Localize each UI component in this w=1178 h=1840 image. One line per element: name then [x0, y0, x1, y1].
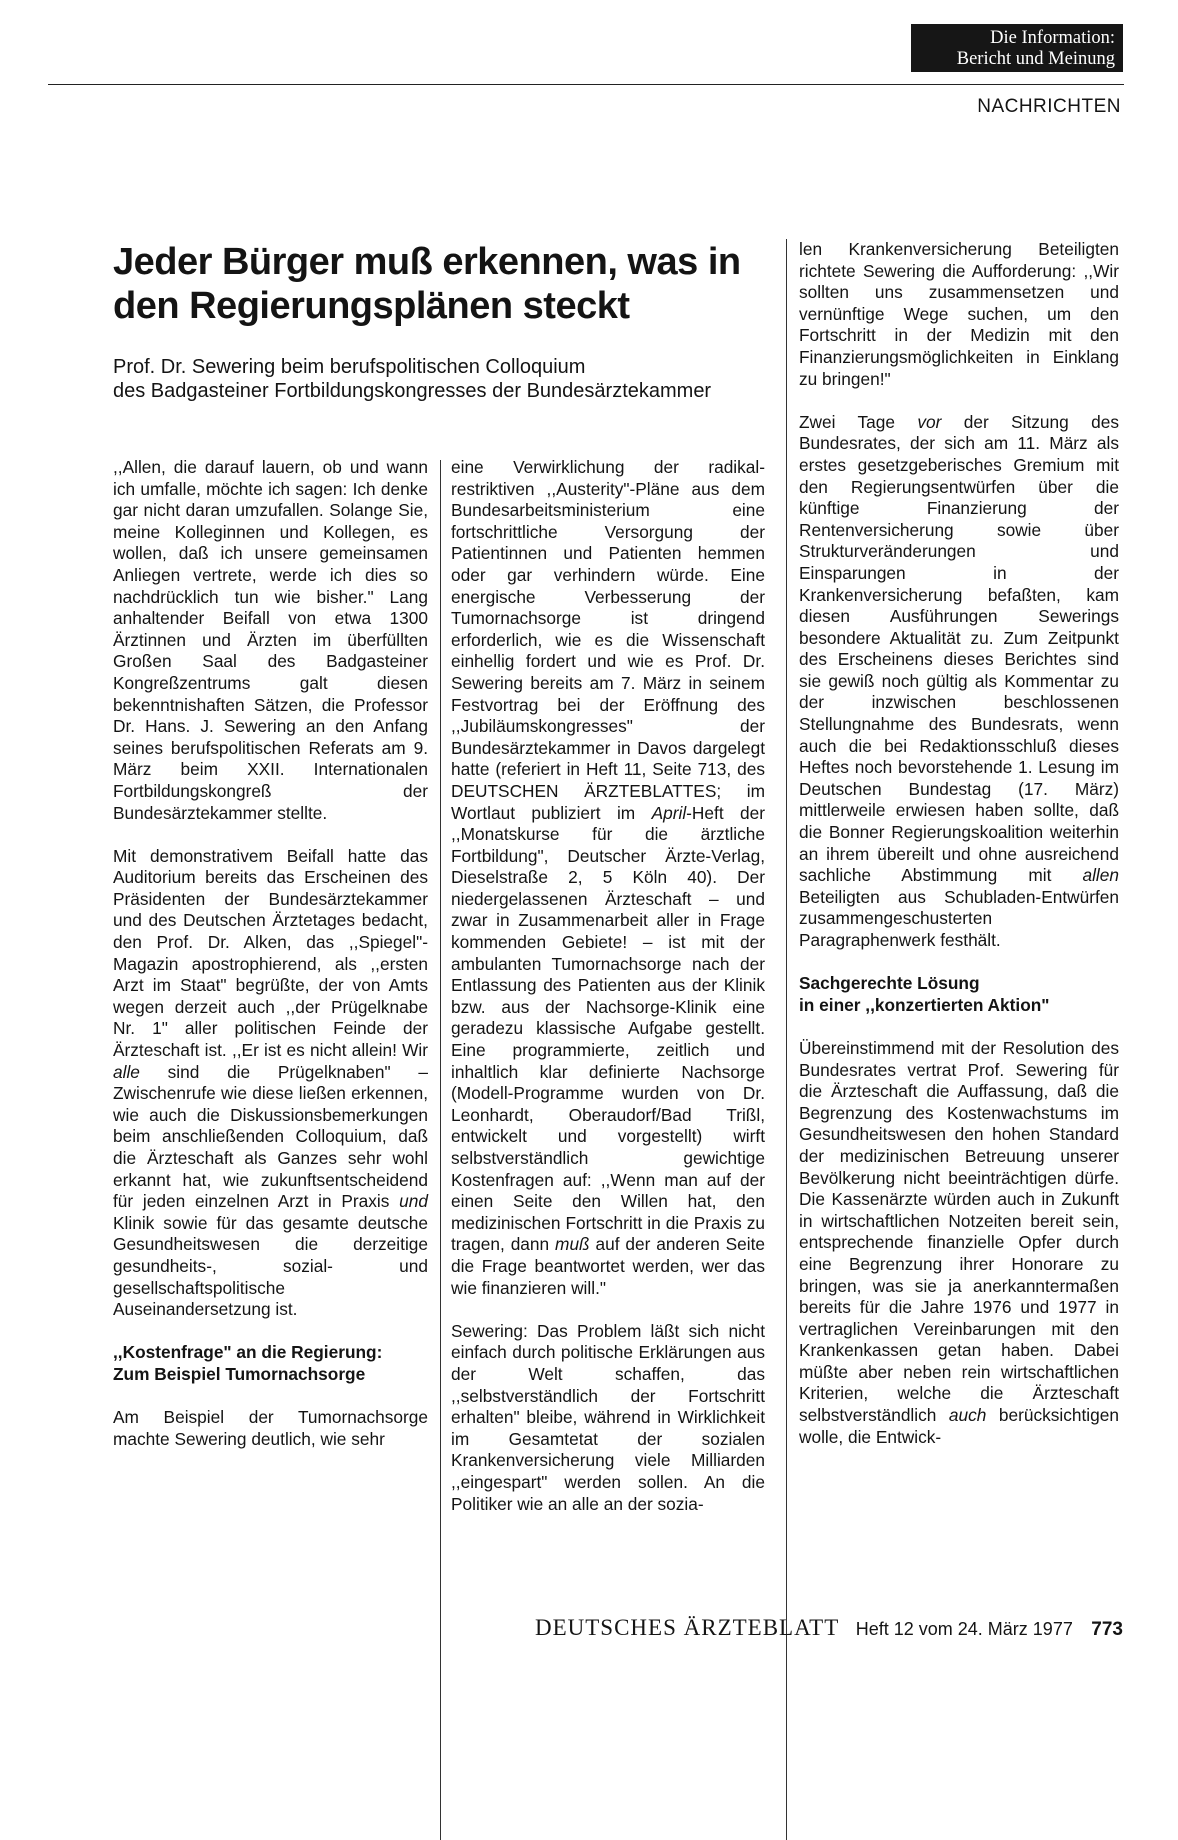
col1-p2-emphasis-1: alle: [113, 1061, 140, 1082]
col3-paragraph-3: [799, 1038, 1119, 1448]
col2-p1-emphasis-1: April: [651, 802, 687, 823]
col1-paragraph-3: Am Beispiel der Tumornachsorge machte Sewering deutlich, wie sehr: [113, 1407, 428, 1449]
column-2: [451, 457, 765, 1537]
column-divider-2: [786, 239, 787, 1840]
section-tag-line2: Bericht und Meinung: [956, 49, 1115, 69]
col2-paragraph-1: [451, 457, 765, 1299]
col1-p2-text-b: sind die Prügelknaben" – Zwischenrufe wie diese ließen erkennen, wie auch die Diskussionsbemerkungen beim anschließenden Colloquium, daß die Ärzteschaft als Ganzes sehr wohl erkannt hat, wie zukunftsentscheidend für jeden einzelnen Arzt in Praxis: [113, 1061, 428, 1212]
col3-paragraph-2: [799, 412, 1119, 952]
section-tag-line1: Die Information:: [990, 28, 1115, 48]
col3-subheading-line1: Sachgerechte Lösung: [799, 973, 980, 994]
col1-p2-text-c: Klinik sowie für das gesamte deutsche Gesundheitswesen die derzeitige gesundheits-, sozial- und gesellschaftspolitische Auseinandersetzung ist.: [113, 1212, 428, 1320]
col1-subheading-line1: ,,Kostenfrage" an die Regierung:: [113, 1342, 383, 1363]
col3-subheading-line2: in einer ,,konzertierten Aktion": [799, 994, 1050, 1015]
col1-paragraph-1: ,,Allen, die darauf lauern, ob und wann ich umfalle, möchte ich sagen: Ich denke gar nicht daran umzufallen. Solange Sie, meine Kolleginnen und Kollegen, es wollen, daß ich unsere gemeinsamen Anliegen vertrete, werde ich dies so nachdrücklich tun wie bisher." Lang anhaltender Beifall von etwa 1300 Ärztinnen und Ärzten im überfüllten Großen Saal des Badgasteiner Kongreßzentrums galt diesen bekenntnishaften Sätzen, die Professor Dr. Hans. J. Sewering an den Anfang seines berufspolitischen Referats am 9. März beim XXII. Internationalen Fortbildungskongreß der Bundesärztekammer stellte.: [113, 457, 428, 823]
subtitle-line2: des Badgasteiner Fortbildungskongresses der Bundesärztekammer: [113, 380, 712, 402]
col1-p2-text-a: Mit demonstrativem Beifall hatte das Auditorium bereits das Erscheinen des Präsidenten der Bundesärztekammer und des Deutschen Ärztetages bedacht, den Prof. Dr. Alken, das ,,Spiegel"-Magazin apostrophierend, als ,,ersten Arzt im Staat" begrüßte, der von Amts wegen derzeit auch ,,der Prügelknabe Nr. 1" aller politischen Feinde der Ärzteschaft ist. ,,Er ist es nicht allein! Wir: [113, 845, 428, 1061]
column-1: [113, 457, 428, 1472]
col3-p3-emphasis-1: auch: [948, 1405, 987, 1426]
col3-p3-text-b: berücksichtigen wolle, die Entwick-: [799, 1405, 1119, 1447]
page-footer: [535, 1615, 1123, 1641]
col3-p3-text-a: Übereinstimmend mit der Resolution des Bundesrates vertrat Prof. Sewering für die Ärzteschaft die Auffassung, daß die Begrenzung des Kostenwachstums im Gesundheitswesen den hohen Standard der medizinischen Betreuung unserer Bevölkerung nicht beeinträchtigen dürfe. Die Kassenärzte würden auch in Zukunft in wirtschaftlichen Notzeiten bereit sein, entsprechende finanzielle Opfer durch eine Begrenzung ihrer Honorare zu bringen, was sie ja anerkanntermaßen bereits für die Jahre 1976 und 1977 in vertraglichen Vereinbarungen mit den Krankenkassen getan haben. Dabei müßte aber neben rein wirtschaftlichen Kriterien, welche die Ärzteschaft selbstverständlich: [799, 1037, 1119, 1426]
article-title: Jeder Bürger muß erkennen, was in den Regierungsplänen steckt: [113, 241, 741, 327]
article-subtitle: [113, 355, 793, 403]
col3-p2-text-a: Zwei Tage: [799, 411, 896, 432]
section-tag: [911, 24, 1123, 72]
header-rule: [48, 84, 1124, 85]
col3-subheading: [799, 973, 1119, 1016]
col1-p2-emphasis-2: und: [399, 1191, 428, 1212]
col2-p1-text-b: -Heft der ,,Monatskurse für die ärztliche Fortbildung", Deutscher Ärzte-Verlag, Dieselstraße 2, 5 Köln 40). Der niedergelassenen Ärzteschaft – und zwar in Zusammenarbeit aller in Frage kommenden Gebiete! – ist mit der ambulanten Tumornachsorge nach der Entlassung des Patienten aus der Klinik bzw. aus der Nachsorge-Klinik eine geradezu klassische Aufgabe gestellt. Eine programmierte, zeitlich und inhaltlich klar definierte Nachsorge (Modell-Programme wurden von Dr. Leonhardt, Oberaudorf/Bad Trißl, entwickelt und vorgestellt) wirft selbstverständlich gewichtige Kostenfragen auf: ,,Wenn man auf der einen Seite den Willen hat, den medizinischen Fortschritt in die Praxis zu tragen, dann: [451, 802, 765, 1255]
col1-subheading-line2: Zum Beispiel Tumornachsorge: [113, 1363, 366, 1384]
col3-p2-text-c: Beteiligten aus Schubladen-Entwürfen zusammengeschusterten Paragraphenwerk festhält.: [799, 886, 1119, 950]
col2-p1-text-c: auf der anderen Seite die Frage beantwortet werden, wer das wie finanzieren will.": [451, 1234, 766, 1298]
column-3: [799, 239, 1119, 1470]
col3-p2-emphasis-2: allen: [1082, 865, 1119, 886]
footer-issue: Heft 12 vom 24. März 1977: [855, 1619, 1073, 1639]
section-label: NACHRICHTEN: [977, 96, 1121, 117]
footer-journal-name: DEUTSCHES ÄRZTEBLATT: [534, 1615, 840, 1640]
col1-paragraph-2: [113, 846, 428, 1321]
col1-subheading: [113, 1342, 428, 1385]
footer-page-number: 773: [1091, 1619, 1123, 1640]
col2-paragraph-2: Sewering: Das Problem läßt sich nicht einfach durch politische Erklärungen aus der Welt schaffen, das ,,selbstverständlich der Fortschritt erhalten" bleibe, während in Wirklichkeit im Gesamtetat der sozialen Krankenversicherung viele Milliarden ,,eingespart" werden sollen. An die Politiker wie an alle an der sozia-: [451, 1320, 765, 1514]
col3-p2-emphasis-1: vor: [917, 411, 942, 432]
col3-p2-text-b: der Sitzung des Bundesrates, der sich am 11. März als erstes gesetzgeberisches Gremium mit den Regierungsentwürfen über die künftige Finanzierung der Rentenversicherung sowie über Strukturveränderungen und Einsparungen in der Krankenversicherung befaßten, kam diesen Ausführungen Sewerings besondere Aktualität zu. Zum Zeitpunkt des Erscheinens dieses Berichtes sind sie gewiß noch gültig als Kommentar zu der inzwischen beschlossenen Stellungnahme des Bundesrats, wenn auch die bei Redaktionsschluß dieses Heftes noch bevorstehende 1. Lesung im Deutschen Bundestag (17. März) mittlerweile erwiesen haben sollte, daß die Bonner Regierungskoalition weiterhin an ihrem übereilt und ohne ausreichend sachliche Abstimmung mit: [799, 411, 1119, 886]
col2-p1-text-a: eine Verwirklichung der radikal-restriktiven ,,Austerity"-Pläne aus dem Bundesarbeitsministerium eine fortschrittliche Versorgung der Patientinnen und Patienten hemmen oder gar verhindern würde. Eine energische Verbesserung der Tumornachsorge ist dringend erforderlich, wie es die Wissenschaft einhellig fordert und wie es Prof. Dr. Sewering bereits am 7. März in seinem Festvortrag bei der Eröffnung des ,,Jubiläumskongresses" der Bundesärztekammer in Davos dargelegt hatte (referiert in Heft 11, Seite 713, des DEUTSCHEN ÄRZTEBLATTES; im Wortlaut publiziert im: [451, 457, 765, 823]
col3-paragraph-1: len Krankenversicherung Beteiligten richtete Sewering die Aufforderung: ,,Wir sollten uns zusammensetzen und vernünftige Wege suchen, um den Fortschritt in der Medizin mit den Finanzierungsmöglichkeiten in Einklang zu bringen!": [799, 239, 1119, 389]
column-divider-1: [440, 460, 441, 1840]
col2-p1-emphasis-2: muß: [555, 1234, 590, 1255]
subtitle-line1: Prof. Dr. Sewering beim berufspolitischen Colloquium: [113, 356, 586, 378]
